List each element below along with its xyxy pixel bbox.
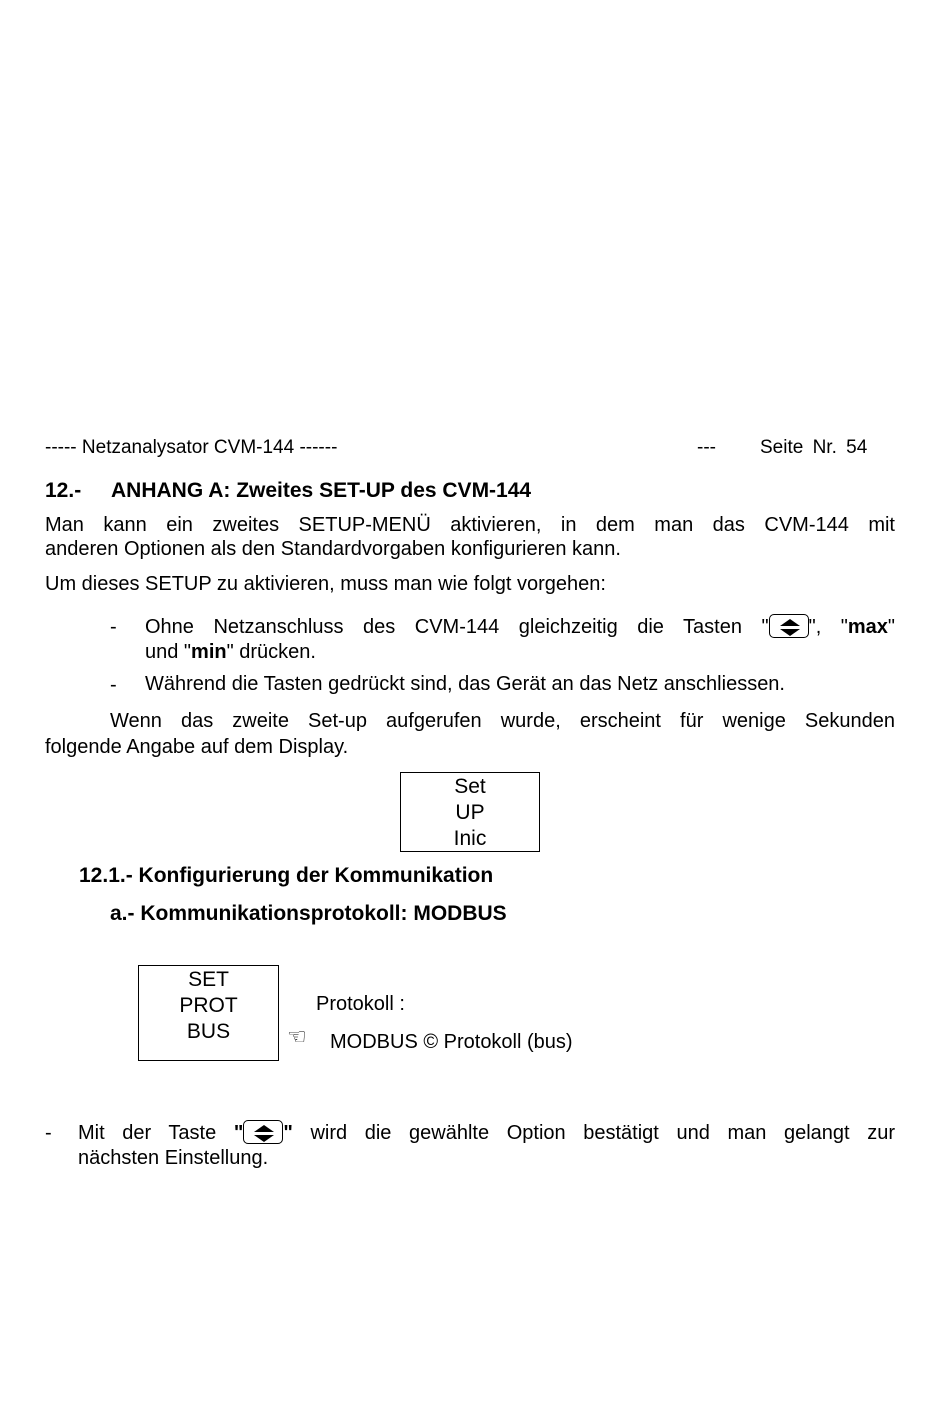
up-down-key-icon — [243, 1120, 283, 1144]
subsection-heading: 12.1.- Konfigurierung der Kommunikation — [79, 864, 494, 887]
step-1-text-c: " — [887, 616, 896, 638]
display-2-line-1: SET — [188, 968, 229, 991]
confirm-dash: - — [45, 1122, 52, 1144]
confirm-text-b: wird die gewählte Option bestätigt und man gelangt zur — [292, 1122, 895, 1144]
intro-line-1: Man kann ein zweites SETUP-MENÜ aktivieren, in dem man das CVM-144 mit — [45, 514, 895, 536]
protocol-label: Protokoll : — [316, 993, 405, 1015]
step-1-text-d: und " — [145, 641, 192, 663]
step-2-dash: - — [110, 674, 117, 696]
display-2-line-2: PROT — [179, 994, 238, 1017]
header-dashes: --- — [697, 437, 716, 458]
intro-line-2: anderen Optionen als den Standardvorgaben konfigurieren kann. — [45, 538, 621, 560]
confirm-quote-open: " — [233, 1122, 244, 1144]
step-1-line-1 — [145, 614, 895, 639]
display-set-prot-bus — [138, 965, 279, 1061]
min-key-label: min — [191, 641, 227, 663]
confirm-text-a: Mit der Taste — [78, 1122, 234, 1144]
section-title: ANHANG A: Zweites SET-UP des CVM-144 — [111, 479, 532, 502]
after-steps-line-1: Wenn das zweite Set-up aufgerufen wurde, erscheint für wenige Sekunden — [110, 710, 895, 732]
section-heading — [45, 479, 531, 503]
confirm-line-1 — [78, 1120, 895, 1145]
step-1-text-b: ", " — [808, 616, 848, 638]
confirm-line-2: nächsten Einstellung. — [78, 1147, 269, 1169]
intro-line-3: Um dieses SETUP zu aktivieren, muss man wie folgt vorgehen: — [45, 573, 606, 595]
page-number: Seite Nr. 54 — [760, 437, 868, 458]
section-number: 12.- — [45, 479, 82, 502]
display-setup-inic — [400, 772, 540, 852]
pointing-hand-icon: ☜ — [287, 1024, 307, 1049]
step-2-text: Während die Tasten gedrückt sind, das Gerät an das Netz anschliessen. — [145, 673, 785, 695]
display-1-line-3: Inic — [453, 827, 487, 850]
step-1-dash: - — [110, 616, 117, 638]
subsubsection-heading: a.- Kommunikationsprotokoll: MODBUS — [110, 902, 507, 925]
protocol-value: MODBUS © Protokoll (bus) — [330, 1031, 573, 1053]
running-header: ----- Netzanalysator CVM-144 ------ — [45, 437, 338, 458]
after-steps-line-2: folgende Angabe auf dem Display. — [45, 736, 349, 758]
step-1-text-e: " drücken. — [226, 641, 316, 663]
confirm-quote-close: " — [283, 1122, 293, 1144]
display-2-line-3: BUS — [186, 1020, 231, 1043]
display-1-line-1: Set — [454, 775, 486, 798]
step-1-line-2 — [145, 641, 316, 664]
up-down-key-icon — [769, 614, 809, 638]
step-1-text-a: Ohne Netzanschluss des CVM-144 gleichzeitig die Tasten " — [145, 616, 769, 638]
max-key-label: max — [847, 616, 888, 638]
display-1-line-2: UP — [455, 801, 485, 824]
